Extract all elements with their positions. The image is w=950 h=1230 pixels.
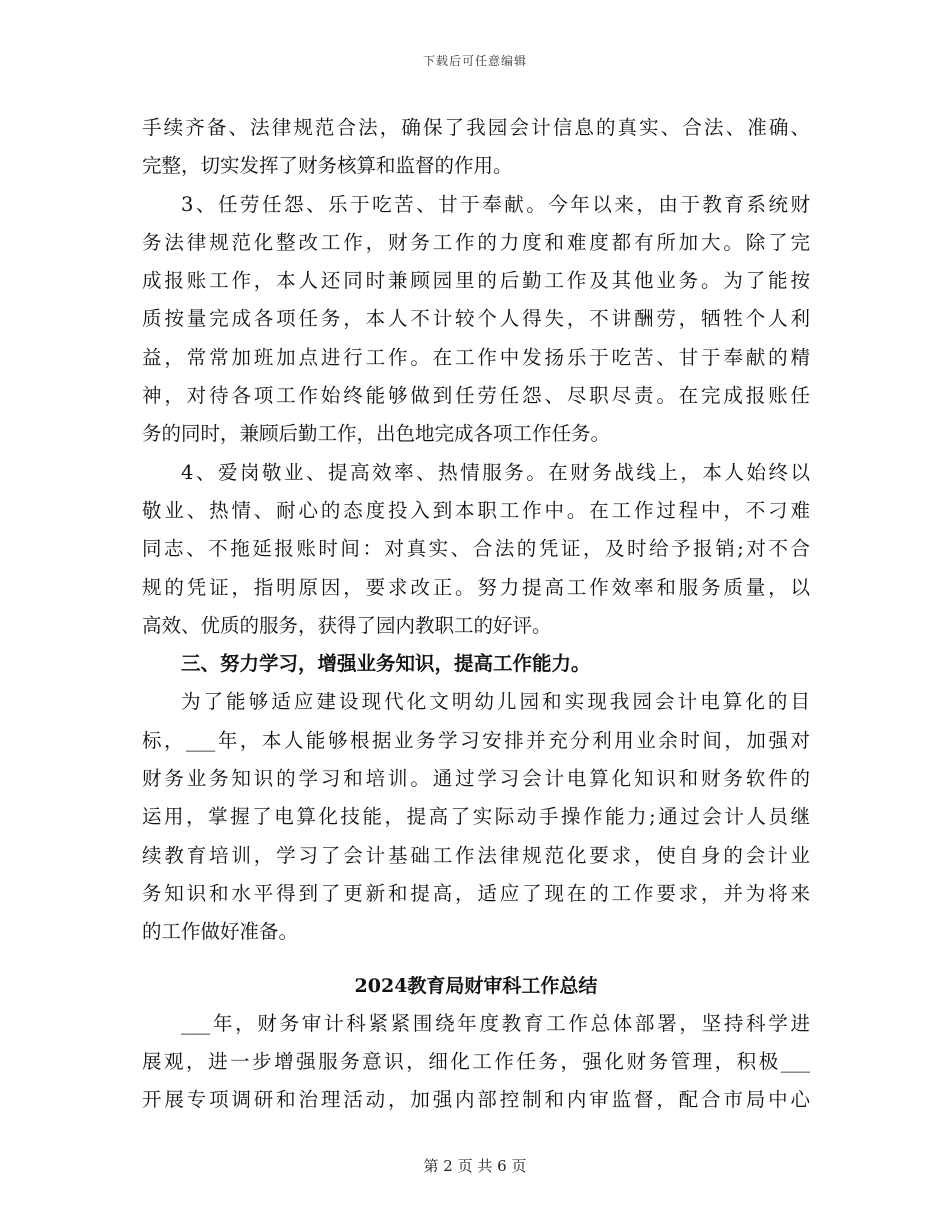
paragraph-line: 为了能够适应建设现代化文明幼儿园和实现我园会计电算化的目	[181, 690, 810, 714]
document-title: 2024教育局财审科工作总结	[354, 974, 598, 997]
paragraph-line: 续教育培训，学习了会计基础工作法律规范化要求，使自身的会计业	[142, 843, 810, 867]
paragraph-line: 敬业、热情、耐心的态度投入到本职工作中。在工作过程中，不刁难	[142, 498, 810, 522]
paragraph-line: ___年，财务审计科紧紧围绕年度教育工作总体部署，坚持科学进	[181, 1011, 810, 1035]
document-body	[142, 109, 810, 1119]
page-header-note: 下载后可任意编辑	[422, 54, 527, 68]
page-number: 第 2 页 共 6 页	[423, 1157, 527, 1175]
paragraph-line: 4、爱岗敬业、提高效率、热情服务。在财务战线上，本人始终以	[181, 460, 810, 484]
paragraph-line: 手续齐备、法律规范合法，确保了我园会计信息的真实、合法、准确、	[142, 116, 810, 139]
paragraph-line: 质按量完成各项任务，本人不计较个人得失，不讲酬劳，牺牲个人利	[142, 307, 810, 331]
paragraph-line: 规的凭证，指明原因，要求改正。努力提高工作效率和服务质量，以	[142, 575, 810, 599]
paragraph-line: 完整，切实发挥了财务核算和监督的作用。	[142, 154, 513, 178]
paragraph-line: 标，___年，本人能够根据业务学习安排并充分利用业余时间，加强对	[142, 728, 810, 752]
paragraph-line: 务法律规范化整改工作，财务工作的力度和难度都有所加大。除了完	[142, 230, 810, 254]
paragraph-line: 开展专项调研和治理活动，加强内部控制和内审监督，配合市局中心	[142, 1088, 810, 1112]
paragraph-line: 3、任劳任怨、乐于吃苦、甘于奉献。今年以来，由于教育系统财	[181, 192, 810, 216]
section-heading: 三、努力学习，增强业务知识，提高工作能力。	[181, 652, 591, 676]
paragraph-line: 务知识和水平得到了更新和提高，适应了现在的工作要求，并为将来	[142, 881, 810, 905]
paragraph-line: 神，对待各项工作始终能够做到任劳任怨、尽职尽责。在完成报账任	[142, 384, 810, 408]
paragraph-line: 的工作做好准备。	[142, 920, 299, 944]
paragraph-line: 同志、不拖延报账时间：对真实、合法的凭证，及时给予报销;对不合	[142, 537, 810, 561]
paragraph-line: 益，常常加班加点进行工作。在工作中发扬乐于吃苦、甘于奉献的精	[142, 345, 810, 369]
paragraph-line: 运用，掌握了电算化技能，提高了实际动手操作能力;通过会计人员继	[142, 805, 810, 829]
paragraph-line: 务的同时，兼顾后勤工作，出色地完成各项工作任务。	[142, 422, 611, 446]
paragraph-line: 展观，进一步增强服务意识，细化工作任务，强化财务管理，积极___	[142, 1049, 810, 1073]
paragraph-line: 成报账工作，本人还同时兼顾园里的后勤工作及其他业务。为了能按	[142, 269, 810, 293]
paragraph-line: 财务业务知识的学习和培训。通过学习会计电算化知识和财务软件的	[142, 767, 810, 791]
paragraph-line: 高效、优质的服务，获得了园内教职工的好评。	[142, 613, 552, 637]
